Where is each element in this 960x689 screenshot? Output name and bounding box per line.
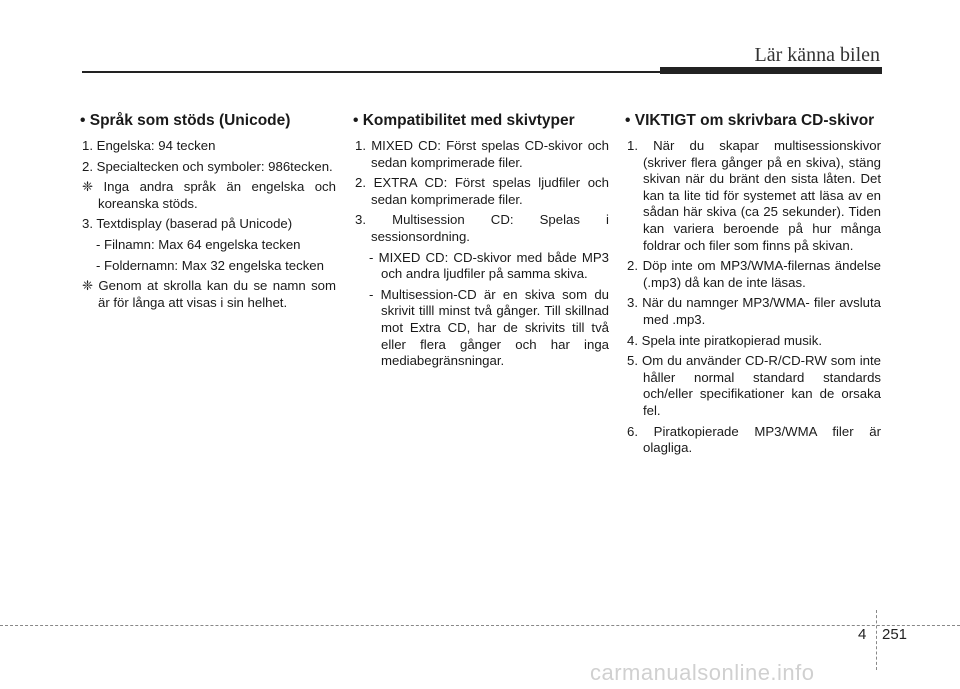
heading-writable-cd-notes: • VIKTIGT om skrivbara CD-skivor: [625, 112, 875, 129]
list-item: 1. När du skapar multisessionskivor (skriver flera gånger på en skiva), stäng skivan när du bränt den sista låten. Det kan ta lite tid för systemet att läsa av en sådan här skiva (ca 25 sekunder). Tiden kan variera beroende på hur många foldrar och filer som finns på skivan.: [627, 138, 881, 253]
list-item: 2. Specialtecken och symboler: 986tecken.: [82, 158, 333, 174]
list-item: 5. Om du använder CD-R/CD-RW som inte håller normal standard standards och/eller specifikationer kan de orsaka fel.: [627, 353, 881, 418]
page-number: 251: [882, 626, 908, 643]
list-item: 3. Multisession CD: Spelas i sessionsordning.: [355, 212, 609, 244]
sub-list-item: - Filnamn: Max 64 engelska tecken: [96, 236, 301, 252]
sub-list-item: - Multisession-CD är en skiva som du skrivit tilll minst två gånger. Till skillnad mot Extra CD, har de skrivits till två eller flera gånger och har inga mediabegränsningar.: [369, 286, 609, 369]
column-unicode-support: [82, 112, 336, 315]
sub-list-item: - MIXED CD: CD-skivor med både MP3 och andra ljudfiler på samma skiva.: [369, 249, 609, 282]
section-title: Lär känna bilen: [754, 44, 880, 66]
header-rule-thick: [660, 67, 882, 74]
header-rule-thin: [82, 71, 662, 73]
note-item: ❈ Genom at skrolla kan du se namn som är för långa att visas i sin helhet.: [82, 278, 336, 310]
footer-divider: [876, 610, 877, 670]
heading-unicode-support: • Språk som stöds (Unicode): [80, 112, 291, 129]
column-writable-cd-notes: [627, 112, 881, 461]
column-disc-compatibility: [355, 112, 609, 374]
list-item: 2. EXTRA CD: Först spelas ljudfiler och sedan komprimerade filer.: [355, 175, 609, 207]
watermark: carmanualsonline.info: [590, 660, 815, 685]
list-item: 3. Textdisplay (baserad på Unicode): [82, 216, 293, 232]
chapter-number: 4: [858, 626, 867, 643]
list-item: 1. Engelska: 94 tecken: [82, 138, 216, 153]
footer-rule: [0, 625, 960, 626]
heading-disc-compatibility: • Kompatibilitet med skivtyper: [353, 112, 575, 129]
note-item: ❈ Inga andra språk än engelska och koreanska stöds.: [82, 179, 336, 211]
sub-list-item: - Foldernamn: Max 32 engelska tecken: [96, 257, 324, 273]
list-item: 6. Piratkopierade MP3/WMA filer är olagliga.: [627, 423, 881, 456]
list-item: 3. När du namnger MP3/WMA- filer avsluta med .mp3.: [627, 295, 881, 327]
list-item: 2. Döp inte om MP3/WMA-filernas ändelse (.mp3) då kan de inte läsas.: [627, 258, 881, 290]
list-item: 4. Spela inte piratkopierad musik.: [627, 332, 822, 348]
list-item: 1. MIXED CD: Först spelas CD-skivor och sedan komprimerade filer.: [355, 138, 609, 170]
